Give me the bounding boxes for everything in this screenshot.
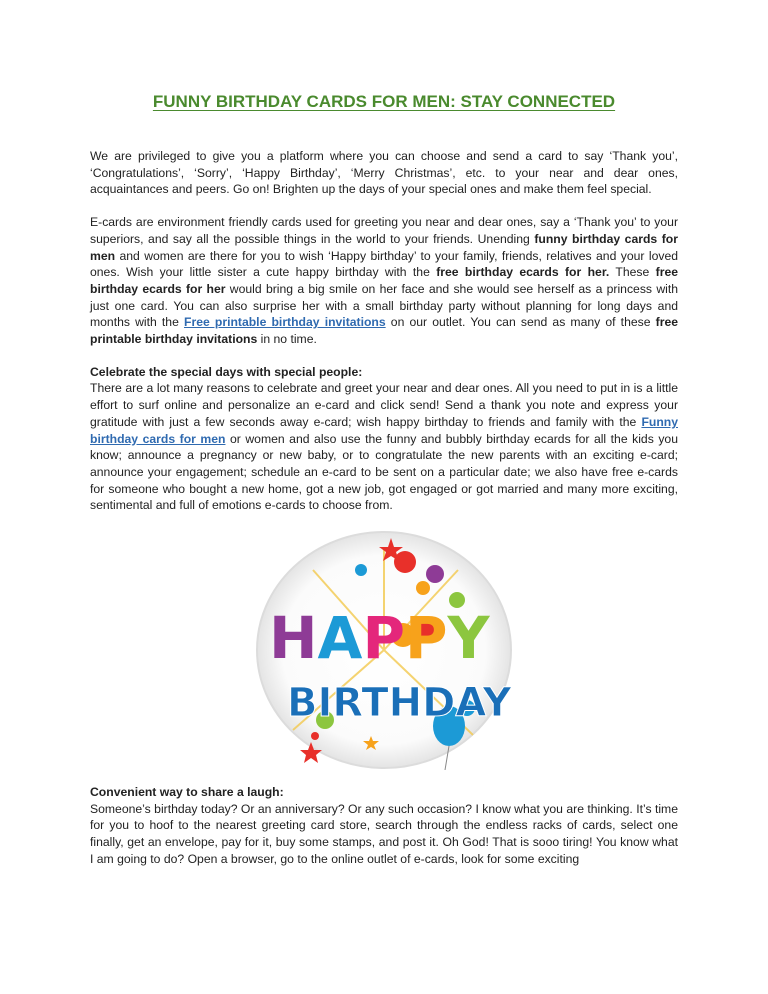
document-page	[90, 92, 678, 884]
text-span: or women and also use the funny and bubbly birthday ecards for all the kids you know; announce a pregnancy or new baby, or to congratulate the new parents with an exciting e-card; announce your engagement; schedule an e-card to be sent on a particular date; we also have free e-cards for someone who bought a new home, got a new job, got engaged or got married and many more exciting, sentimental and full of emotions e-cards to choose from.	[90, 431, 678, 513]
ecards-paragraph	[90, 214, 678, 348]
text-span: on our outlet. You can send as many of these	[385, 315, 656, 330]
letter: A	[317, 604, 363, 673]
text-span: in no time.	[257, 332, 317, 347]
text-span: There are a lot many reasons to celebrate and greet your near and dear ones. All you need to put in is a little effort to surf online and personalize an e-card and click send! Send a thank you note and express your gratitude with just a few seconds away e-card; wish happy birthday to friends and family with the	[90, 381, 678, 429]
letter: BIRTHDAY	[287, 680, 512, 727]
bold-keyword: free birthday ecards for her	[90, 265, 678, 296]
bold-keyword: funny birthday cards for men	[90, 231, 678, 263]
text-span: Someone’s birthday today? Or an anniversary? Or any such occasion? I know what you are thinking. It’s time for you to hoof to the nearest greeting card store, search through the endless racks of cards, select one finally, get an envelope, pay for it, buy some stamps, and post it. Oh God! That is sooo tiring! You know what I am going to do? Open a browser, go to the online outlet of e-cards, look for some exciting	[90, 801, 678, 866]
free-printable-invitations-link[interactable]: Free printable birthday invitations	[184, 315, 386, 330]
section-heading: Celebrate the special days with special people:	[90, 364, 363, 379]
birthday-text	[287, 680, 512, 726]
page-title: FUNNY BIRTHDAY CARDS FOR MEN: STAY CONNECTED	[152, 92, 616, 111]
funny-birthday-cards-link[interactable]: Funny birthday cards for men	[90, 414, 678, 446]
celebrate-section	[90, 364, 678, 514]
letter: P	[362, 604, 405, 673]
letter: H	[269, 604, 318, 673]
text-span: E-cards are environment friendly cards used for greeting you near and dear ones, say a ‘Thank you’ to your superiors, and say all the possible things in the world to your friends. Unending	[90, 215, 678, 246]
text-span: would bring a big smile on her face and she would see herself as a princess with just one card. You can also surprise her with a small birthday party without planning for long days and months with the	[90, 281, 678, 330]
happy-birthday-graphic	[253, 530, 515, 770]
intro-paragraph: We are privileged to give you a platform where you can choose and send a card to say ‘Thank you’, ‘Congratulations’, ‘Sorry’, ‘Happy Birthday’, ‘Merry Christmas’, etc. to your near and dear ones, acquaintances and peers. Go on! Brighten up the days of your special ones and make them feel special.	[90, 149, 678, 197]
happy-birthday-image	[90, 530, 678, 770]
letter: Y	[447, 604, 490, 673]
bold-keyword: free birthday ecards for her.	[436, 265, 610, 280]
text-span: These	[609, 265, 656, 280]
text-span: and women are there for you to wish ‘Happy birthday’ to your family, friends, relatives and your loved ones. Wish your little sister a cute happy birthday with the	[90, 248, 678, 280]
bold-keyword: free printable birthday invitations	[90, 315, 678, 347]
letter: P	[404, 604, 448, 673]
happy-text	[269, 604, 490, 672]
section-heading: Convenient way to share a laugh:	[90, 785, 284, 800]
convenient-section	[90, 784, 678, 868]
